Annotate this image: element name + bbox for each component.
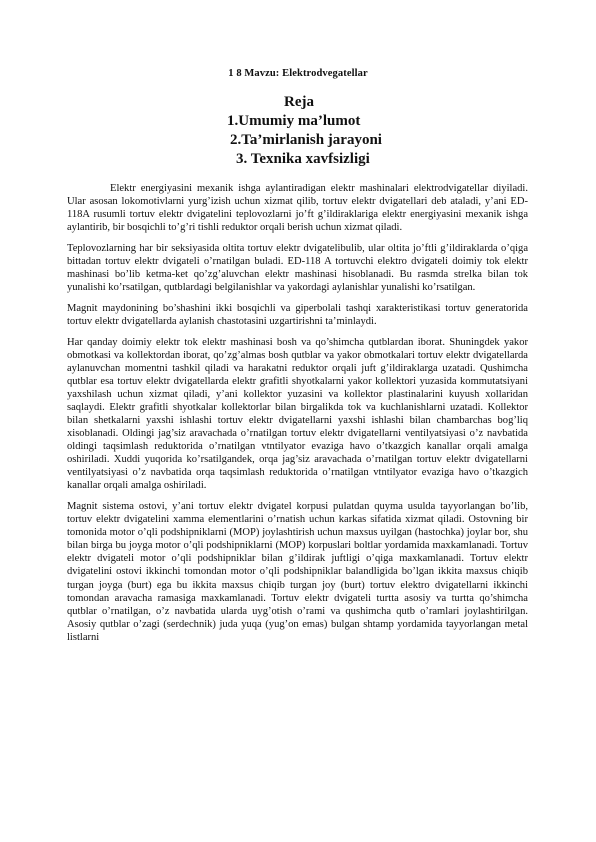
paragraph-intro: Elektr energiyasini mexanik ishga aylantiradigan elektr mashinalari elektrodvigatellar diyiladi. Ular asosan lokomotivlarni yurg’izish uchun xizmat qilib, tortuv elektr dvigatellari deb ataladi, y’ani ED-118A rusumli tortuv elektr dvigatelini teplovozlarni jo’ft g’ildiraklariga elektr energiyasini mexanik ishga aylantirib, bir bosqichli to’g’ri tishli reduktor orqali berish uchun xizmat qiladi. [67, 183, 528, 234]
body-text [67, 182, 528, 652]
plan-item-repair-process: 2.Ta’mirlanish jarayoni [230, 132, 382, 148]
paragraph-magnetic-field: Magnit maydonining bo’shashini ikki bosqichli va giperbolali tashqi xarakteristikasi tortuv generatorida tortuv elektr dvigatellarda aylanish chastotasini uzgartirishni ta’minlaydi. [67, 302, 528, 328]
paragraph-frame: Magnit sistema ostovi, y’ani tortuv elektr dvigatel korpusi pulatdan quyma usulda tayyorlangan bo’lib, tortuv elektr dvigatelini xamma elementlarini o’rnatish uchun karkas sifatida xizmat qiladi. Ostovning bir tomonida motor o’qli podshipniklarni (MOP) joylashtirish uchun maxsus uyilgan (hastochka) joylar bor, shu bilan birga bu joyga motor o’qli podshipniklarni (MOP) korpuslari boltlar yordamida maxkamlanadi. Tortuv elektr dvigateli motor o’qli podshipniklar bilan g’ildirak juftligi o’qiga maxkamlanadi. Tortuv elektr dvigatelini ostovi ikkinchi tomondan motor o’qli podshipniklar balandligida bo’lgan ikkita maxsus chiqib turgan joyga (burt) ega bu ikkita maxsus chiqib turgan joy (burt) tortuv elektro dvigatellarni ikkinchi tomondan aravacha ramasiga maxkamlanadi. Tortuv elektr dvigateli turtta asosiy va turtta qo’shimcha qutblar o’rnatilgan, o’z navbatida ularda uyg’otish o’rami va qushimcha qutb o’ramlari joylashtirilgan. Asosiy qutblar o’zagi (serdechnik) juda yuqa (yug’on emas) bulgan shtamp yordamida tayyorlangan metal listlarni [67, 501, 528, 643]
topic-title: 1 8 Mavzu: Elektrodvegatellar [228, 68, 368, 79]
plan-item-general-info: 1.Umumiy ma’lumot [227, 113, 361, 129]
paragraph-sections: Teplovozlarning har bir seksiyasida oltita tortuv elektr dvigatelibulib, ular oltita jo’ftli g’ildiraklarda o’qiga bittadan tortuv elektr dvigateli o’rnatilgan buladi. ED-118 A tortuvchi elektro dvigateli doimiy tok elektr mashinasi bo’lib ketma-ket qo’zg’aluvchan elektr mashinasi hisoblanadi. Bu rasmda strelka bilan tok yunalishi ko’rsatilgan, qutblardagi belgilanishlar va yakordagi aylanishlar yunalishi ko’rsatilgan. [67, 242, 528, 294]
paragraph-poles: Har qanday doimiy elektr tok elektr mashinasi bosh va qo’shimcha qutblardan iborat. Shuningdek yakor obmotkasi va kollektordan iborat, qo’zg’almas bosh qutblar va yakor obmotkalari tortuv elektr dvigatellarda aylanuvchan momentni tashkil qiladi va harakatni reduktor orqali juft g’ildiraklarga uzatadi. Qushimcha qutblar esa tortuv elektr dvigatellarda elektr grafitli shyotkalarni yakor kollektori yuzasida kommutatsiyani yaxshilash uchun xizmat qiladi, y’ani kollektor yuzasini va kollektor plastinalarini kuyush xollaridan saqlaydi. Elektr grafitli shyotkalar kollektorlar bilan birgalikda tok va kuchlanishlarni uzatadi. Kollektor bilan shetkalarni yaxshi ishlashi tortuv elektr dvigatellarni yaxshi ishlashi bilan chambarchas bog’liq xisoblanadi. Oldingi jag’siz aravachada o’rnatilgan tortuv elektr dvigatellarni ventilyatsiyasi o’z navbatida oldingi taqsimlash reduktorida o’rnatilgan vtntilyator evaziga havo o’tkazgich kanallar orqali amalga oshiriladi. Xuddi yuqorida ko’rsatilgandek, orqa jag’siz aravachada o’rnatilgan tortuv elektr dvigatellarni ventilyatsiyasi o’z navbatida orqa taqsimlash reduktorida o’rnatilgan vtntilyator evaziga havo o’tkazgich kanallar orqali amalga oshiriladi. [67, 336, 528, 492]
plan-heading: Reja [284, 94, 314, 110]
plan-item-safety: 3. Texnika xavfsizligi [236, 151, 370, 167]
